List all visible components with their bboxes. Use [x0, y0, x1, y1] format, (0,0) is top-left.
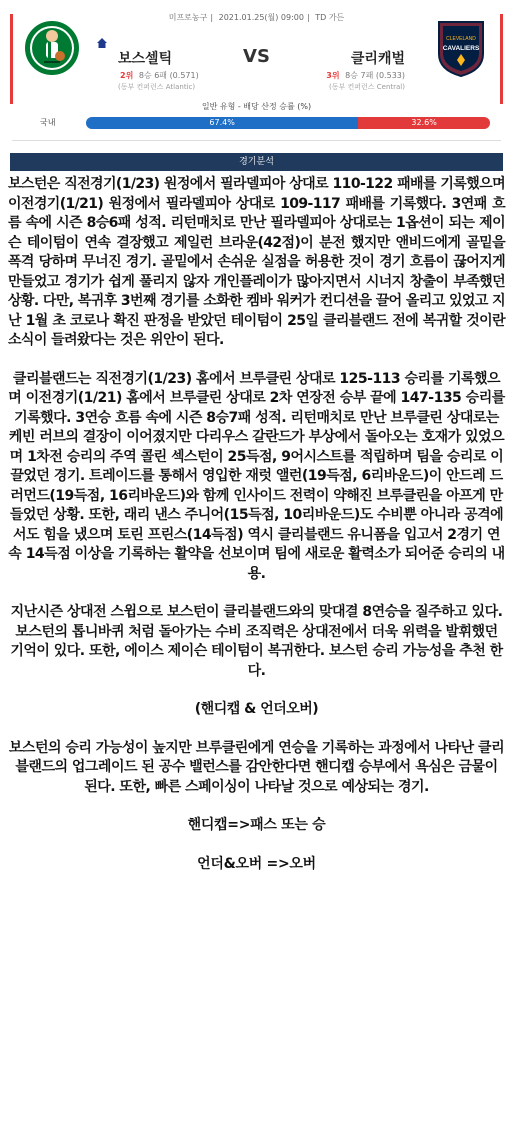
home-record-value: 8승 6패 (0.571) [138, 71, 199, 80]
home-record [120, 70, 199, 81]
vs-label: VS [243, 46, 270, 67]
away-record-value: 8승 7패 (0.533) [345, 71, 405, 80]
home-team-analysis: 보스턴은 직전경기(1/23) 원정에서 필라델피아 상대로 110-122 패배를 기록했으며 이전경기(1/21) 원정에서 필라델피아 상대로 109-117 패배를 기록했다. 3연패 흐름 속에 시즌 8승6패 성적. 리턴매치로 만난 필라델피아 상대로는 1옵션이 되는 제이슨 테이텀이 연속 결장했고 제일런 브라운(42점)이 분전 했지만 앤비드에게 골밑을 폭격 당하며 무너진 경기. 골밑에서 손쉬운 실점을 허용한 것이 경기 흐름이 끊어지게 만들었고 경기가 쉽게 풀리지 않자 개인플레이가 많아지면서 시너지 창출이 부족했던 상황. 다만, 복귀후 3번째 경기를 소화한 켐바 워커가 컨디션을 끌어 올리고 있었고 지난 1월 초 코로나 확진 판정을 받았던 테이텀이 25일 클리블랜드 전에 복귀할 것이란 소식이 들려왔다는 것은 위안이 된다. [8, 176, 505, 348]
analysis-header: 경기분석 [10, 153, 503, 171]
probability-bar [86, 117, 490, 129]
analysis-content [8, 175, 505, 874]
league-label: 미프로농구 [168, 13, 208, 22]
match-datetime: 2021.01.25(월) 09:00 [218, 13, 304, 22]
home-team-name: 보스셀틱 [118, 51, 173, 67]
away-probability-text: 32.6% [411, 118, 437, 127]
handicap-analysis: 보스턴의 승리 가능성이 높지만 브루클린에게 연승을 기록하는 과정에서 나타난 클리블랜드의 업그레이드 된 공수 밸런스를 감안한다면 핸디캡 승부에서 욕심은 금물이 된다. 또한, 빠른 스페이싱이 나타날 것으로 예상되는 경기. [8, 739, 505, 795]
matchup-summary: 지난시즌 상대전 스윕으로 보스턴이 클리블랜드와의 맞대결 8연승을 질주하고 있다. 보스턴의 톱니바퀴 처럼 돌아가는 수비 조직력은 상대전에서 더욱 위력을 발휘했던 기억이 있다. 또한, 에이스 제이슨 테이텀이 복귀한다. 보스턴 승리 가능성을 추천 한다. [10, 604, 503, 679]
away-conference: (동부 컨퍼런스 Central) [329, 83, 405, 91]
cavaliers-logo [431, 18, 491, 78]
pick-handicap: 핸디캡=>패스 또는 승 [187, 817, 326, 833]
handicap-title: (핸디캡 & 언더오버) [194, 701, 319, 717]
cavaliers-logo-text-top: CLEVELAND [446, 36, 476, 42]
probability-row [22, 116, 493, 130]
venue-label: TD 가든 [315, 13, 345, 22]
home-conference: (동부 컨퍼런스 Atlantic) [118, 83, 196, 91]
pick-over-under: 언더&오버 =>오버 [197, 855, 316, 872]
away-team-name: 클리캐벌 [350, 51, 405, 67]
home-probability-text: 67.4% [209, 118, 235, 127]
away-record [326, 70, 405, 81]
match-meta: 미프로농구 | 2021.01.25(월) 09:00 | TD 가든 [168, 13, 345, 22]
probability-title: 일반 유형 - 배당 산정 승률 (%) [201, 102, 312, 111]
away-team-analysis: 클리블랜드는 직전경기(1/23) 홈에서 브루클린 상대로 125-113 승리를 기록했으며 이전경기(1/21) 홈에서 브루클린 상대로 2차 연장전 승부 끝에 147-135 승리를 기록했다. 3연승 흐름 속에 시즌 8승7패 성적. 리턴매치로 만난 브루클린 상대로는 케빈 러브의 결장이 이어졌지만 다리우스 갈란드가 부상에서 돌아오는 호재가 있었으며 1차전 승리의 주역 콜린 섹스턴이 25득점, 9어시스트를 적립하며 팀을 승리로 이끌었던 경기. 트레이드를 통해서 영입한 재럿 앨런(19득점, 6리바운드)이 안드레 드러먼드(19득점, 16리바운드)와 함께 인사이드 전력이 약해진 브루클린을 아프게 만들었던 상황. 또한, 래리 낸스 주니어(15득점, 10리바운드)도 수비뿐 아니라 공격에서도 힘을 냈으며 토린 프린스(14득점) 역시 클리블랜드 유니폼을 입고서 2경기 연속 14득점 이상을 기록하는 활약을 선보이며 팀에 새로운 활력소가 되어준 승리의 내용. [8, 370, 505, 582]
cavaliers-logo-text-main: CAVALIERS [442, 45, 480, 52]
section-divider [12, 140, 501, 141]
home-team-icon [96, 34, 108, 46]
probability-label: 국내 [40, 118, 56, 127]
home-rank: 2위 [120, 71, 134, 80]
away-rank: 3위 [326, 71, 340, 80]
